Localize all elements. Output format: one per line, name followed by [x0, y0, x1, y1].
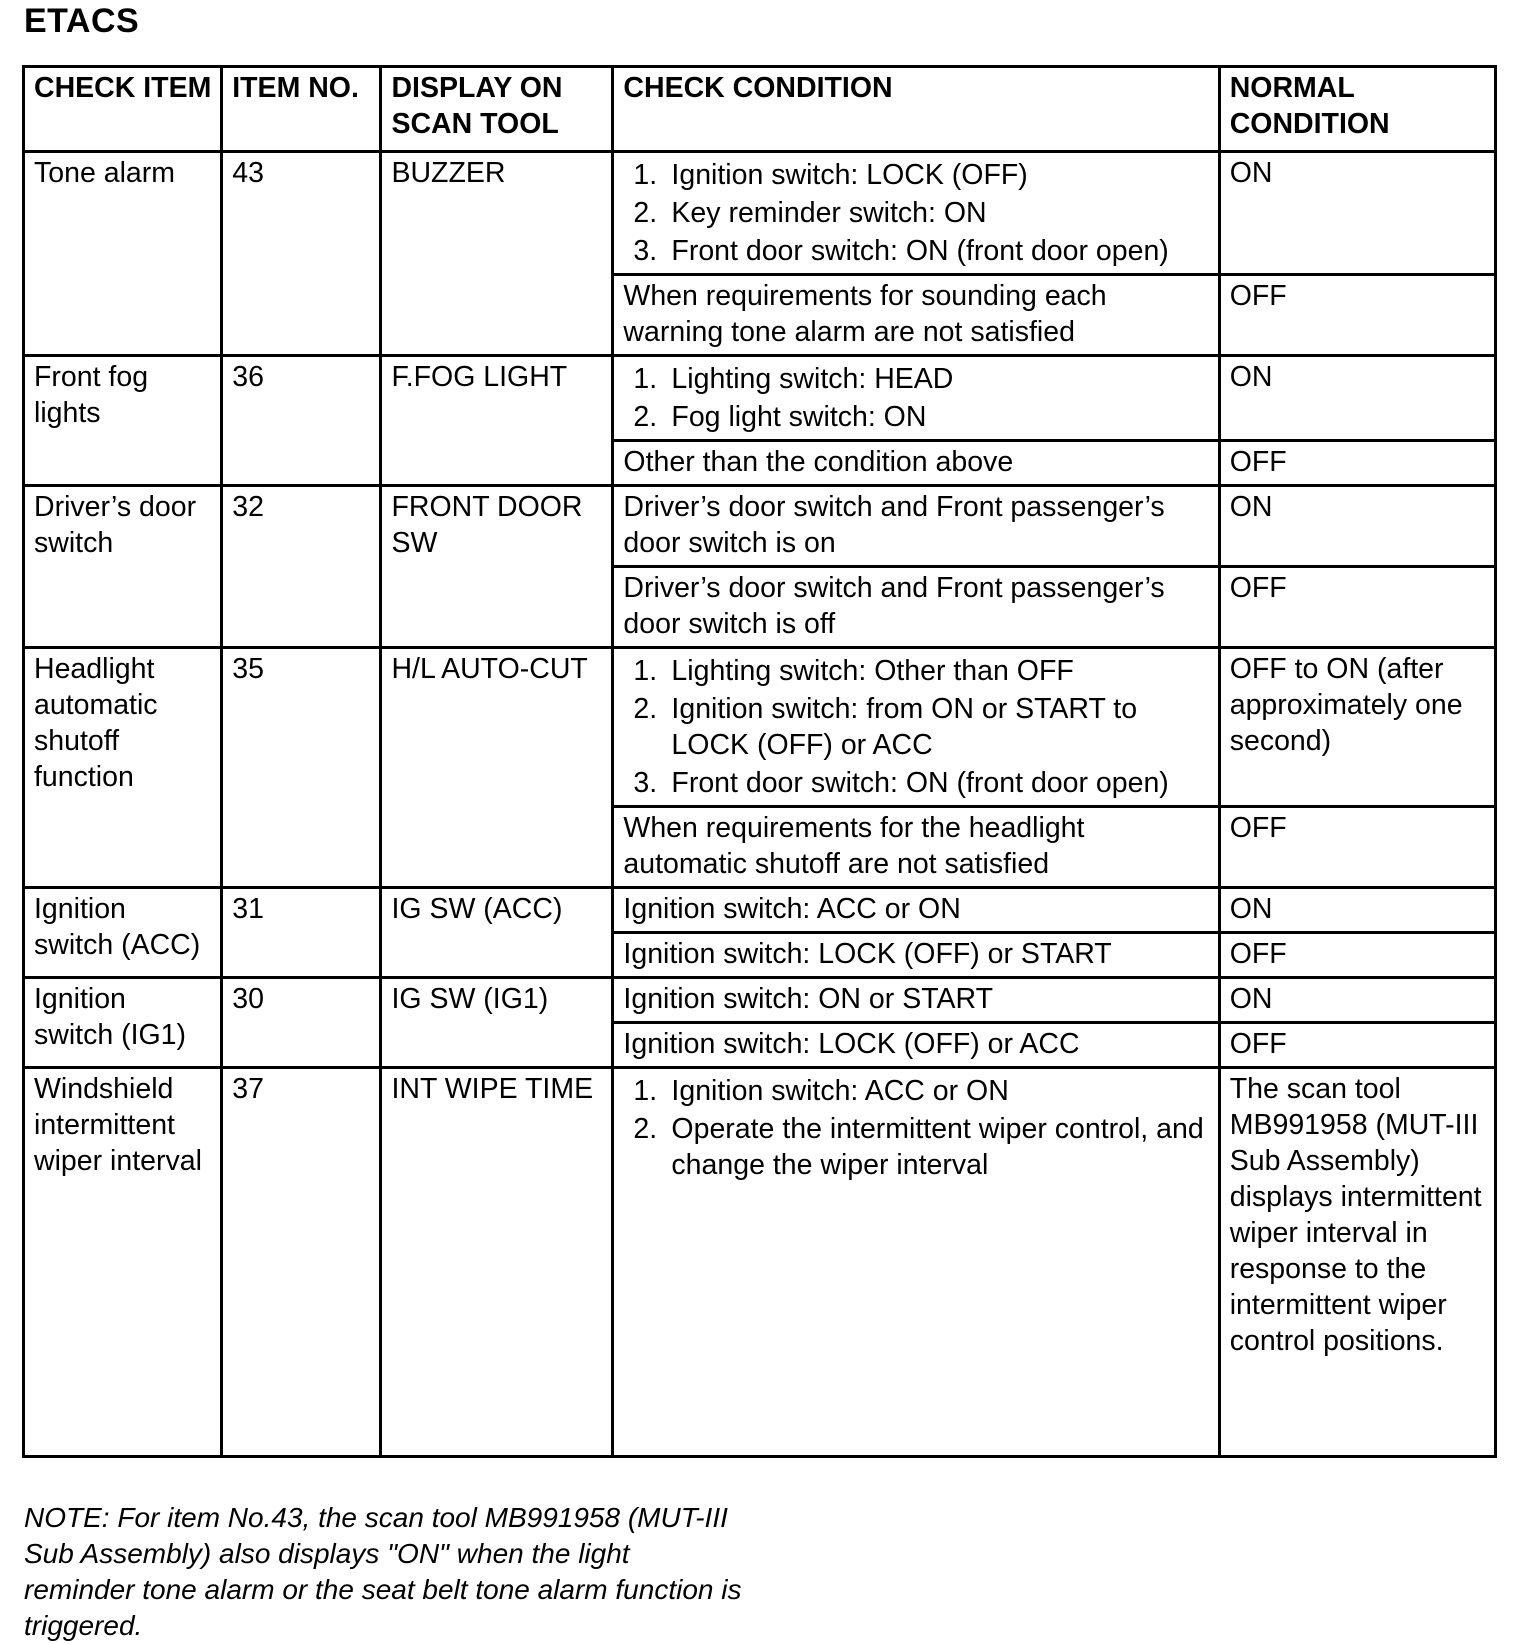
condition-list [623, 359, 1209, 435]
check-item-cell: Tone alarm [24, 152, 222, 356]
display-cell: INT WIPE TIME [381, 1068, 613, 1457]
condition-cell: Driver’s door switch and Front passenger’s door switch is on [613, 486, 1219, 567]
page-title: ETACS [24, 2, 140, 40]
table-header-row [24, 67, 1496, 152]
table-row [24, 888, 1496, 933]
condition-cell: When requirements for the headlight automatic shutoff are not satisfied [613, 807, 1219, 888]
table-row [24, 486, 1496, 567]
check-item-cell: Ignition switch (ACC) [24, 888, 222, 978]
table-row [24, 152, 1496, 275]
condition-cell: When requirements for sounding each warning tone alarm are not satisfied [613, 275, 1219, 356]
normal-condition-cell: ON [1219, 152, 1495, 275]
display-cell: IG SW (ACC) [381, 888, 613, 978]
header-check-condition: CHECK CONDITION [613, 67, 1219, 152]
condition-list-item: 1. Lighting switch: Other than OFF [671, 651, 1209, 689]
normal-condition-cell: OFF [1219, 567, 1495, 648]
header-item-no: ITEM NO. [222, 67, 381, 152]
header-normal-condition: NORMAL CONDITION [1219, 67, 1495, 152]
normal-condition-cell: OFF [1219, 933, 1495, 978]
normal-condition-cell: ON [1219, 888, 1495, 933]
condition-list [623, 155, 1209, 269]
display-cell: IG SW (IG1) [381, 978, 613, 1068]
item-no-cell: 37 [222, 1068, 381, 1457]
item-no-cell: 32 [222, 486, 381, 648]
condition-cell: Driver’s door switch and Front passenger’s door switch is off [613, 567, 1219, 648]
condition-cell: Ignition switch: LOCK (OFF) or ACC [613, 1023, 1219, 1068]
item-no-cell: 43 [222, 152, 381, 356]
display-cell: H/L AUTO-CUT [381, 648, 613, 888]
normal-condition-cell: OFF [1219, 275, 1495, 356]
table-row [24, 356, 1496, 441]
display-cell: BUZZER [381, 152, 613, 356]
normal-condition-cell: OFF [1219, 1023, 1495, 1068]
condition-cell [613, 152, 1219, 275]
table-row [24, 1068, 1496, 1457]
normal-condition-cell: OFF to ON (after approximately one second) [1219, 648, 1495, 807]
item-no-cell: 30 [222, 978, 381, 1068]
condition-cell [613, 356, 1219, 441]
condition-list-item: 2. Fog light switch: ON [671, 397, 1209, 435]
table-row [24, 978, 1496, 1023]
condition-list-item: 1. Ignition switch: ACC or ON [671, 1071, 1209, 1109]
normal-condition-cell: ON [1219, 978, 1495, 1023]
condition-cell: Ignition switch: ON or START [613, 978, 1219, 1023]
condition-cell: Ignition switch: ACC or ON [613, 888, 1219, 933]
display-cell: F.FOG LIGHT [381, 356, 613, 486]
item-no-cell: 35 [222, 648, 381, 888]
header-display: DISPLAY ON SCAN TOOL [381, 67, 613, 152]
normal-condition-cell: The scan tool MB991958 (MUT-III Sub Assembly) displays intermittent wiper interval in response to the intermittent wiper control positions. [1219, 1068, 1495, 1457]
header-check-item: CHECK ITEM [24, 67, 222, 152]
condition-cell [613, 1068, 1219, 1457]
check-item-cell: Headlight automatic shutoff function [24, 648, 222, 888]
condition-list [623, 1071, 1209, 1183]
condition-list-item: 3. Front door switch: ON (front door open) [671, 231, 1209, 269]
normal-condition-cell: OFF [1219, 807, 1495, 888]
check-item-cell: Front fog lights [24, 356, 222, 486]
check-item-cell: Driver’s door switch [24, 486, 222, 648]
condition-cell [613, 648, 1219, 807]
item-no-cell: 36 [222, 356, 381, 486]
normal-condition-cell: ON [1219, 356, 1495, 441]
condition-cell: Other than the condition above [613, 441, 1219, 486]
item-no-cell: 31 [222, 888, 381, 978]
condition-list-item: 2. Ignition switch: from ON or START to LOCK (OFF) or ACC [671, 689, 1209, 763]
condition-list-item: 2. Key reminder switch: ON [671, 193, 1209, 231]
condition-list-item: 3. Front door switch: ON (front door open) [671, 763, 1209, 801]
condition-list-item: 2. Operate the intermittent wiper control, and change the wiper interval [671, 1109, 1209, 1183]
normal-condition-cell: OFF [1219, 441, 1495, 486]
check-item-cell: Windshield intermittent wiper interval [24, 1068, 222, 1457]
check-item-cell: Ignition switch (IG1) [24, 978, 222, 1068]
condition-list [623, 651, 1209, 801]
display-cell: FRONT DOOR SW [381, 486, 613, 648]
condition-cell: Ignition switch: LOCK (OFF) or START [613, 933, 1219, 978]
footnote: NOTE: For item No.43, the scan tool MB991958 (MUT-III Sub Assembly) also displays "ON" when the light reminder tone alarm or the seat belt tone alarm function is triggered. [24, 1502, 742, 1641]
condition-list-item: 1. Ignition switch: LOCK (OFF) [671, 155, 1209, 193]
condition-list-item: 1. Lighting switch: HEAD [671, 359, 1209, 397]
table-row [24, 648, 1496, 807]
etacs-check-table [22, 65, 1497, 1458]
normal-condition-cell: ON [1219, 486, 1495, 567]
